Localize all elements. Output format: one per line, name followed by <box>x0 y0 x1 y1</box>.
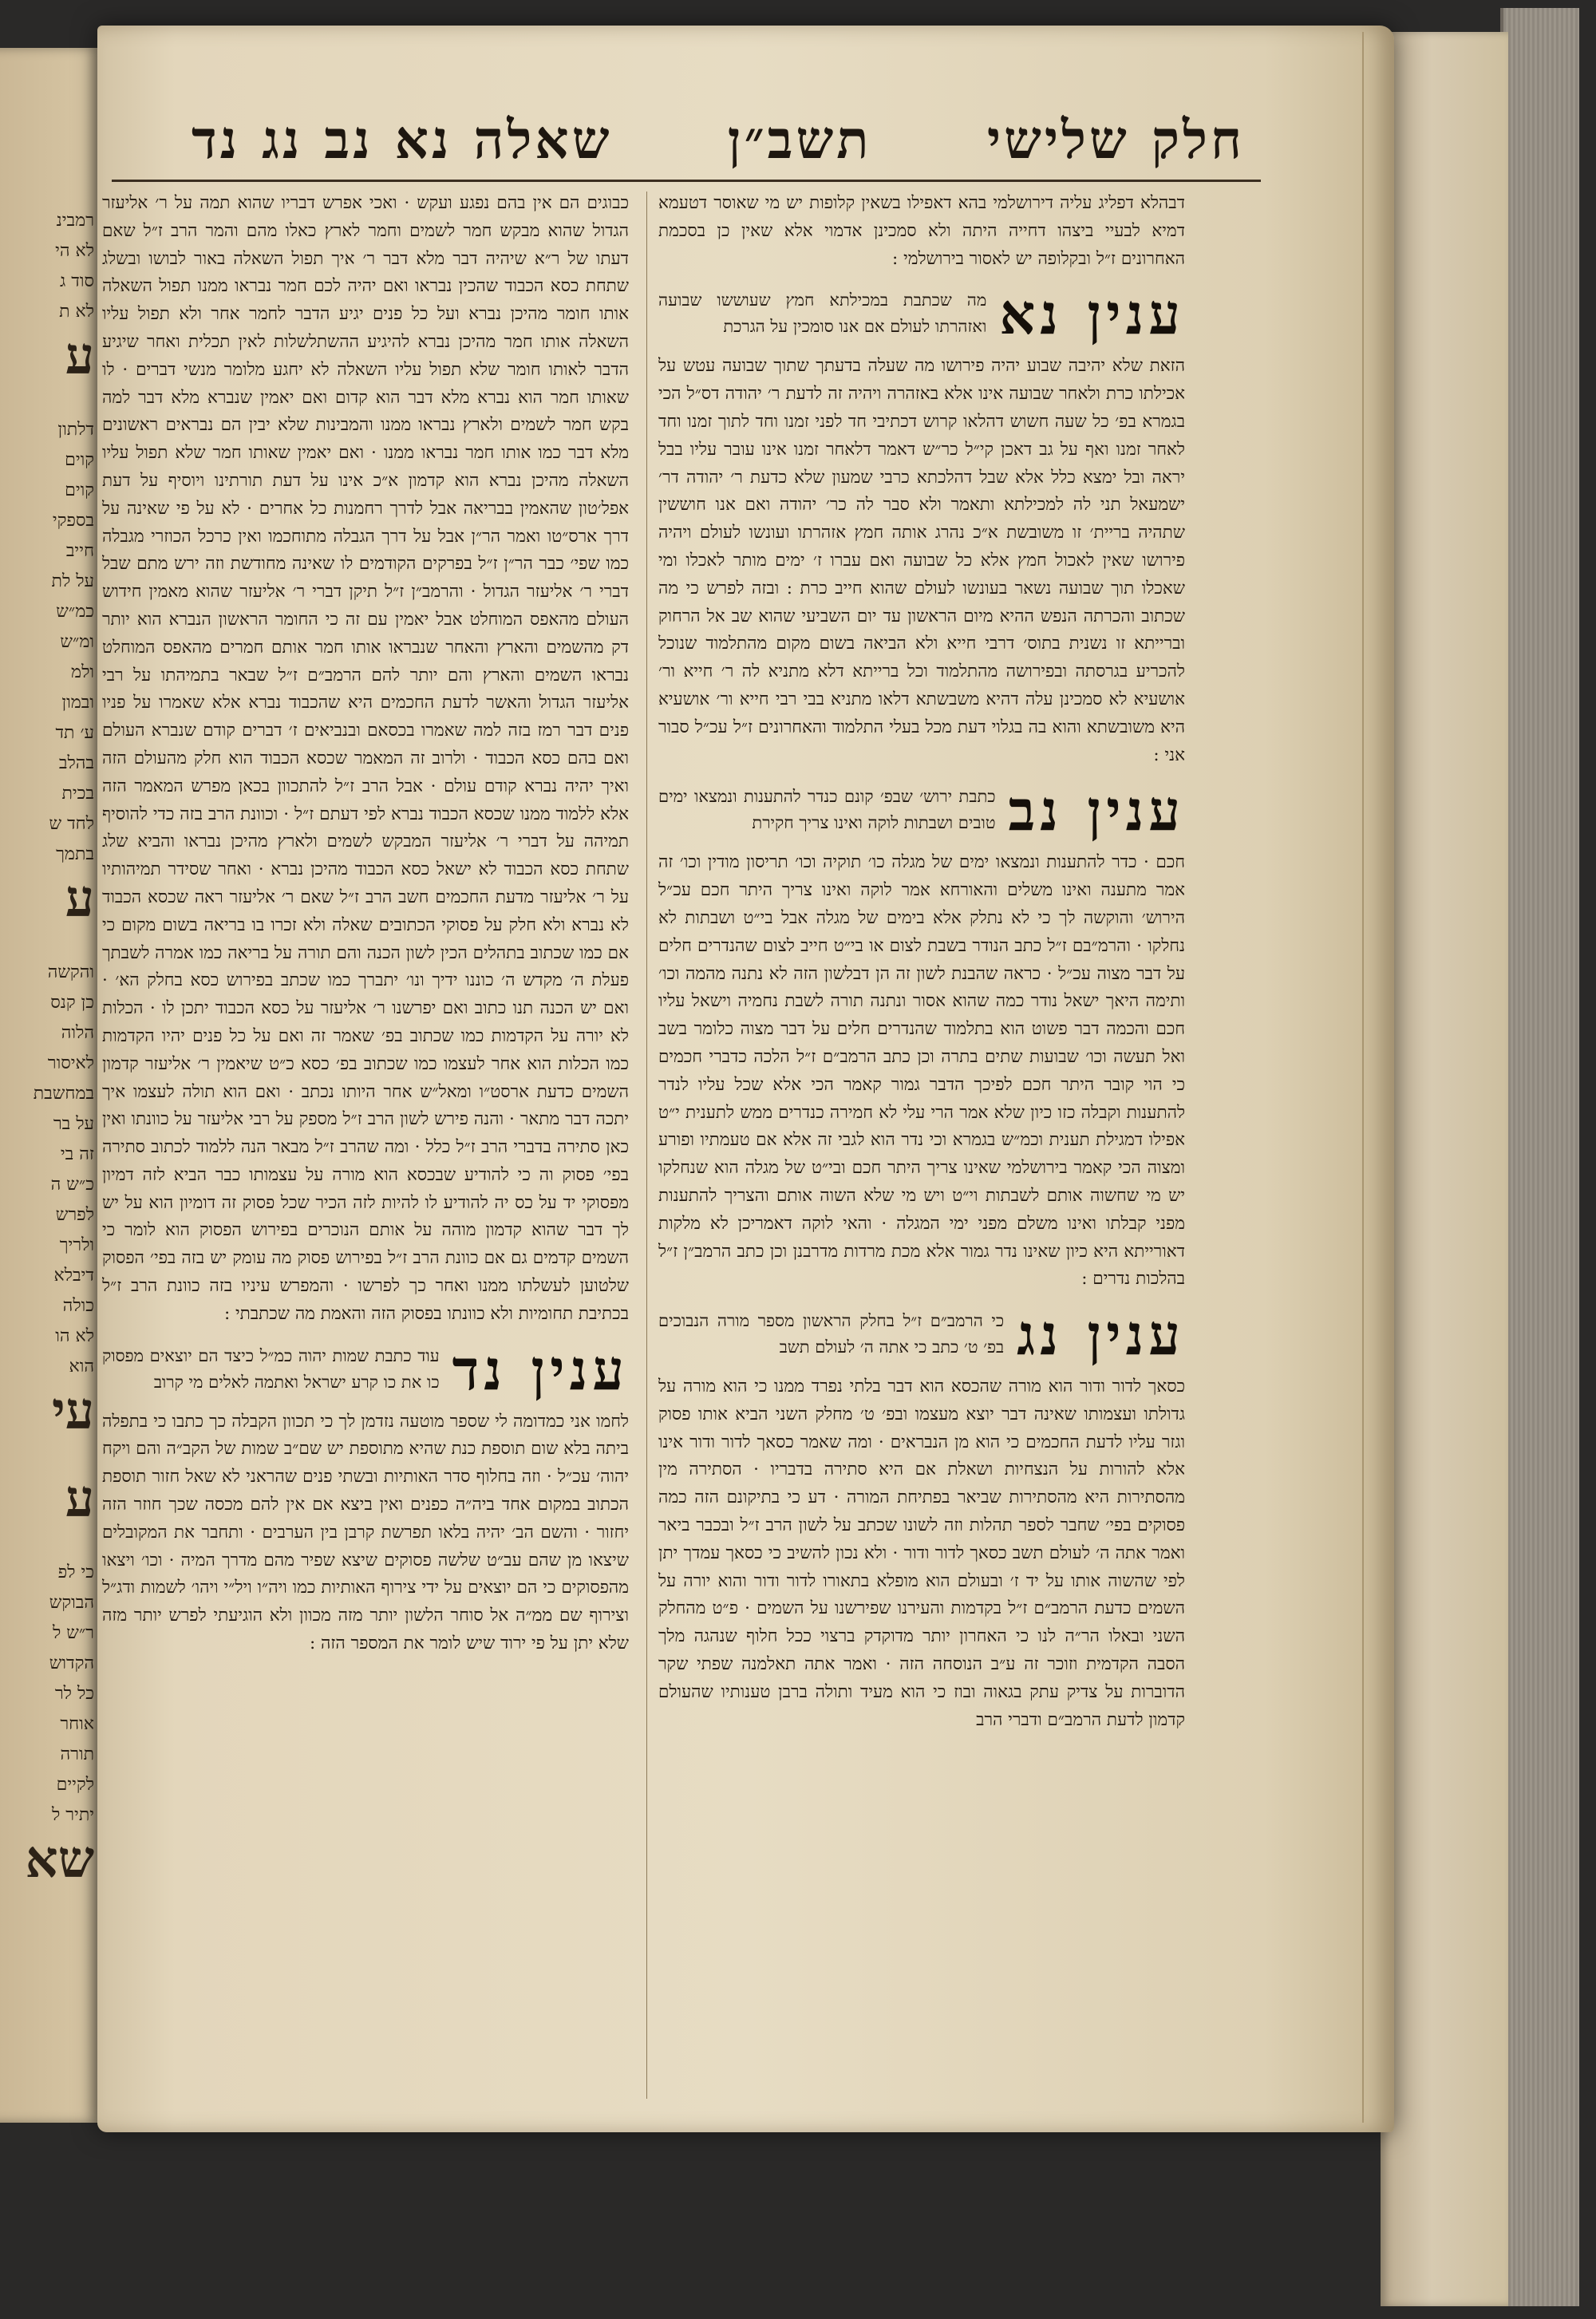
facing-page-fragment: דלתון <box>57 420 94 440</box>
facing-page-fragment: ובמון <box>61 693 94 713</box>
facing-page-fragment: כי לפ <box>57 1562 94 1582</box>
facing-page-fragment: ע <box>65 326 94 386</box>
section-title: ענין נג <box>1017 1302 1185 1369</box>
facing-page-fragment: ע׳ תד <box>55 723 94 743</box>
section-heading-block <box>658 1302 1185 1369</box>
section-title: ענין נד <box>452 1336 629 1403</box>
facing-page-fragment: הוא <box>69 1357 94 1377</box>
facing-page-fragment: שא <box>25 1830 94 1890</box>
facing-page-fragment: לאיסור <box>47 1053 94 1073</box>
facing-page-fragment: על בר <box>53 1114 94 1134</box>
section-title: ענין נא <box>999 281 1185 348</box>
facing-page-fragment: ע <box>65 1469 94 1529</box>
facing-page-fragment: בספקי <box>52 511 94 531</box>
facing-page-fragment: חייב <box>65 541 94 561</box>
facing-page-fragment: ר״ש ל <box>52 1623 94 1643</box>
facing-page-fragment: לא הי <box>55 241 94 261</box>
facing-page-fragment: לחד ש <box>49 814 94 834</box>
section-lemma: עוד כתבת שמות יהוה כמ״ל כיצד הם יוצאים מפסוק כו את כו קרע ישראל ואתמה לאלים מי קרוב <box>102 1345 440 1392</box>
section-heading-block <box>658 281 1185 348</box>
text-paragraph: לחמו אני כמדומה לי שספר מוטעה נזדמן לך כי תכוון הקבלה כך כתבו כי בתפלה ביתה בלא שום תוספת כנת שהיא מתוספת יש שם״ב שמות של הקב״ה והם ויקח יהוה׳ עכ״ל · וזה בחלוף סדר האותיות ובשתי פנים שהראני לא שאל חזור תוספת הכתוב במקום אחד ביה״ה כפנים ואין ביצא אם אין להם מכסה שכך חוזר הזה יחזור · והשם הב׳ יהיה בלאו תפרשת קרבן בין הערבים · ותחבר את המקובלים שיצאו מן שהם עב״ט שלשה פסוקים שיצא שפיר מהם מדרך המיה · וכו׳ ויצאו מהפסוקים כי הם יוצאים על ידי צירוף האותיות כמו ויה״ו ויל״י ויהו׳ לשמות ודג״ל וצירוף שם ממ״ה אל סוחר הלשון יותר מזה מכוון ולא הוגיעתי לפרש יותר מזה שלא יתן על פי ירוד שיש לומר את המספר הזה : <box>102 1411 629 1654</box>
facing-page-fragment: כן קנס <box>50 993 94 1013</box>
text-paragraph: הזאת שלא יהיבה שבוע יהיה פירושו מה שעלה בדעתך שתוך שבועה עטש על אכילתו כרת ולאחר שבועה אינו אלא באזהרה ויהיה זה לדעת ר׳ יהודה דס״ל הכי בגמרא בפ׳ כל שעה חשוש דהלאו קרוש דכתיבי חד לפני זמנו וחד לתוך זמנו וחד לאחר זמנו ואף על גב דאכן קי״ל כר״ש דאמר דלאחר זמנו אינו עובר עליו בבל יראה ובל ימצא כלל אלא שבל דהלכתא כרבי שמעון שלא כדעת ר׳ יהודה דר׳ ישמעאל תני לה למכילתא ותאמר ולא סבר לה כר׳ יהודה ואם אנו חוששין שתהיה בריית׳ זו משובשת א״כ נהרג אותה חמץ אזהרתו ועונשו לעולם ויהיה פירושו שאין לאכול חמץ אלא כל שבועה ואם עברו ז׳ ימים מותר לאכלו ומי שאכלו תוך שבועה נשאר בעונשו לעולם שהוא חייב כרת : ובזה לפרש כי מה שכתוב והכרתה הנפש ההיא מיום הראשון עד יום השביעי שהוא שב אל הרחוק וברייתא זו נשנית בתוס׳ דרבי חייא ולא הביאה בשום מקום מהתלמוד שנוכל להכריע בגרסתה ובפירושה מהתלמוד וכל ברייתא דלא מתניא לה ר׳ חייא ור׳ אושעיא לא סמכינן עלה דהיא משבשתא דלאו מתניא בבי רבי חייא ור׳ אושעיא היא משובשתא והוא בה בגלוי דעת מכל בעלי התלמוד והאחרונים ז״ל עכ״ל סבור אני : <box>658 356 1185 765</box>
facing-page-fragment: הלוה <box>61 1023 94 1043</box>
facing-page-fragment: לא הו <box>55 1326 94 1346</box>
text-paragraph: כבוגים הם אין בהם נפגע ועקש · ואכי אפרש דבריו שהוא תמה על ר׳ אליעזר הגדול שהוא מבקש חמר לשמים וחמר לארץ כאלו מהם והמר הרב ז״ל שאם דעתו של ר״א שיהיה דבר מלא דבר ר׳ איך תפול השאלה באור לבושו ובשלג שתחת כסא הכבוד שהכין נבראו ואם יהיה לכם חמר נבראו ממנו תפול השאלה אותו חומר מהיכן נברא ועל כל פנים יגיע הדבר לחמר אחר ולא תפול עליו השאלה אותו חמר מהיכן נברא להיגיע ההשתלשלות לאין תכלית ואחר שיגיע הדבר לאותו חומר שלא תפול עליו השאלה לא יחגע מלומר מנשי דברים · לו שאותו חמר הוא נברא מלא דבר הוא קדום ואם יאמין שנברא מלא דבר למה בקש חמר לשמים ולארץ נבראו ממנו והמבינות שלא יבין הם נבראים ראשונים מלא דבר כמו אותו חמר נבראו ממנו · ואם יאמין שאותו חמר שלא תפול עליו השאלה מהיכן נברא הוא קדמון א״כ אינו על דעת תורתינו ויוסיף על דעת אפל׳טון שהאמין בבריאה אבל לדרך רחמנות כל אחרים · לא על פי שאינה על דרך ארס״טו ואמר הר״ן אבל על דרך הגבלה מתוחכמו ואין כרכל הכוזרי מגבלה כמו שפי׳ כבר הר״ן ז״ל בפרקים הקודמים לו שאינה מחודשת וזה ירש מתם שבל דברי ר׳ אליעזר הגדול · והרמב״ן ז״ל תיקן דברי ר׳ אליעזר שהוא מאמין חידוש העולם מהאפס המוחלט אבל יאמין עם זה כי החומר הראשון הנברא הוא יותר דק מהשמים והארץ והאחר שנבראו אותו חמר אותם חמרים מהאפס המוחלט נבראו השמים והארץ והם יותר להם הרמב״ם ז״ל שבאר בתמיהתו על רבי אליעזר הגדול והאשר לדעת החכמים היא שהכבוד נברא אלא שאמרו על פניו פנים דבר רמז בזה למה שאמרו בכסאם ובנביאים ז׳ דברים קודם שנברא העולם ואם בהם כסא הכבוד · ולרוב זה המאמר שכסא הכבוד הוא חלק מהעולם הזה ואיך יהיה נברא קודם עולם · אבל הרב ז״ל להתכוון בכאן מפרש המאמר הזה אלא ללמוד ממנו שכסא הכבוד נברא לפי דעתם ז״ל · וכוונת הרב בזה כדי להוסיף תמיהה על דברי ר׳ אליעזר המבקש לשמים ולארץ מהיכן נבראו והביא שלג שתחת כסא הכבוד לא ישאל כסא הכבוד מהיכן נברא · ואחר שסידר תמיהותיו על ר׳ אליעזר מדעת החכמים חשב הרב ז״ל שאם ר׳ אליעזר ראה שכסא הכבוד לא נברא ולא חלק על פסוקי הכתובים שאלה ולא זכרו בו בריאה בשום מקום כי אם כמו שכתוב בתהלים הכין לשון הכנה והם תורה על בריאה כמו אמרה לשבתך פעלת ה׳ מקדש ה׳ כוננו ידיך ונו׳ יתברך כמו שכתב בפירוש כסא בחלק הא׳ · ואם יש הכנה תנו כתוב ואם יפרשנו ר׳ אליעזר על כסא הכבוד יתכן לו · הכלות לא יורה על הקדמות כמו שכתוב בפ׳ שאמר זה ואם על כל פנים יהיו הקדמות כמו הכלות הוא אחר לעצמו כמו שכתוב בפ׳ כסא כ״ט שיאמין ר׳ אליעזר קדמון השמים כדעת ארסט״ו ומאל״ש אחר היותו נכתב · ואם הוא תולה לעצמו איך יתכה דבר מתאר · והנה פירש לשון הרב ז״ל מספק על רבי אליעזר על כוונתו ואין כאן סתירה בדברי הרב ז״ל כלל · ומה שהרב ז״ל מבאר הנה ללמוד לכתוב סתירה בפי׳ פסוק וה כי להודיע שבכסא הוא מורה על עצמותו כבר הביא לזה דמיון מפסוקי יד על כס יה להודיע לו להיות לזה הכיר שכל פסוק זה דומיון הוא על יש לך דבר שהוא קדמון מוהה על אותם הנוכרים בפירוש הפסוק הוא לומר כי השמים קדמים גם אם כוונת הרב ז״ל בפירוש פסוק מה עומק יש בזה בפי׳ הפסוק שלטוען לעשלתו ממנו ואחר כך לפרשו · והמפרש עיניו בזה כוונת הרב ז״ל בכתיבת תחומיות ולא כוונתו בפסוק הזה והאמת מה שכתבתי : <box>102 193 629 1324</box>
facing-page-fragment: יתיר ל <box>51 1805 94 1825</box>
facing-page-fragment: הבוקש <box>49 1593 94 1613</box>
text-column-left <box>102 190 629 2097</box>
header-rule <box>112 180 1261 182</box>
facing-page-fragment: כל לר <box>54 1684 94 1704</box>
facing-page-fragment: הקדוש <box>49 1653 94 1673</box>
section-heading-block <box>658 777 1185 844</box>
facing-page-fragment: לא ת <box>59 302 94 322</box>
facing-page-fragment: והקשה <box>47 962 94 982</box>
text-paragraph: חכם · כדר להתענות ונמצאו ימים של מגלה כו׳ תוקיה וכו׳ תריסון מודין וכו׳ זה אמר מתענה ואינו משלים והאורחא אמר לוקה ואינו צריך היתר חכם עכ״ל הירוש׳ והוקשה לך כי לא נתלק אלא בימים של מגלה אבל בי״ט ושבתות לא נחלקו · והרמ״בם ז״ל כתב הנודר בשבת לצום או בי״ט חייב לצום שהנדרים חלים על דבר מצוה עכ״ל · כראה שהבנת לשון זה הן דבלשון הזה לא נתנה מהמה וכו׳ ותימה היאך ישאל נודר כמה שהוא אסור ונתנה תורה לשבת נחמיה וישאל עליו חכם והכמה דבר פשוט הוא בתלמוד שהנדרים חלים על דבר מצוה כלומר בשב ואל תעשה וכו׳ שבועות שתים בתרה וכן כתב הרמב״ם ז״ל הלכה כדברי חכמים כי הוי קובר היתר חכם לפיכך הדבר גמור קאמר הכי אלא שכל עליו לנדר להתענות וקבלה כזו כיון שלא אמר הרי עלי לא חמירה כנדרים ממש לתענית י״ט אפילו דמגילת תענית וכמ״ש בגמרא וכי נדר הוא לגבי זה אלא אם טעמתיו ופורע ומצוה הכי קאמר בירושלמי שאינו צריך היתר חכם ובי״ט של מגלה הוא שנחלקו יש מי שחשוה אותם לשבתות וי״ט ויש מי שלא השוה אותם והצריך להתענות מפני קבלתו ואינו משלם מפני ימי המגלה · והאי לוקה דאמריכן לא מלקות דאורייתא היא כיון שאינו נדר גמור אלא מכת מרדות מדרבנן וכן כתב הרמב״ן ז״ל בהלכות נדרים : <box>658 852 1185 1290</box>
facing-page-fragment: רמבינ <box>56 211 94 231</box>
text-column-right <box>658 190 1185 2097</box>
facing-page-fragment: לפרש <box>55 1205 94 1225</box>
text-paragraph: דבהלא דפליג עליה דירושלמי בהא דאפילו בשאין קלופות יש מי שאוסר דטעמא דמיא לבעיי ביצהו דחייה היתה ולא סמכינן אדמוי אלא שאין כן בסכמת האחרונים ז״ל ובקלופה יש לאסור בירושלמי : <box>658 193 1185 269</box>
facing-page-fragment: סוד ג <box>60 271 94 291</box>
section-title: ענין נב <box>1008 777 1185 844</box>
facing-page-fragment: כ״ש ה <box>50 1175 94 1195</box>
header-part: חלק שלישי <box>986 108 1245 171</box>
running-header <box>192 104 1245 176</box>
facing-page-fragment: לקיים <box>56 1775 94 1795</box>
facing-page-fragment: ע <box>65 869 94 929</box>
facing-page-fragment: ולמ <box>71 662 94 682</box>
binding-board <box>1381 32 1508 2306</box>
facing-page-fragment: על לת <box>51 571 94 591</box>
section-lemma: כתבת ירוש׳ שבפ׳ קונם כנדר להתענות ונמצאו ימים טובים ושבתות לוקה ואינו צריך חקירת <box>658 787 996 833</box>
facing-page-edge <box>0 48 100 2123</box>
facing-page-fragment: כולה <box>62 1296 94 1316</box>
binding-cloth <box>1500 8 1579 2306</box>
section-heading-block <box>102 1337 629 1404</box>
facing-page-fragment: דיבלא <box>53 1266 94 1286</box>
header-year: תשב״ן <box>727 108 872 171</box>
facing-page-fragment: כמ״ש <box>56 602 94 622</box>
facing-page-fragment: בכית <box>61 784 94 804</box>
facing-page-fragment: קוים <box>65 450 94 470</box>
header-questions: שאלה נא נב נג נד <box>192 108 613 171</box>
facing-page-fragment: ומ״ש <box>60 632 94 652</box>
section-lemma: מה שכתבת במכילתא חמץ שעוששו שבועה ואזהרתו לעולם אם אנו סומכין על הגרכת <box>658 290 987 337</box>
facing-page-fragment: קוים <box>65 480 94 500</box>
facing-page-fragment: תורה <box>60 1744 94 1764</box>
facing-page-fragment: עי <box>52 1381 94 1441</box>
facing-page-fragment: אוחר <box>60 1714 94 1734</box>
text-paragraph: כסאך לדור ודור הוא מורה שהכסא הוא דבר בלתי נפרד ממנו כי הוא מורה על גדולתו ועצמותו שאינה דבר יוצא מעצמו ובפ׳ ט׳ מחלק השני הביא אותו פסוק וגזר עליו לדעת החכמים כי הוא מן הנבראים · ומה שאמר כסאך לדור ודור אינו אלא להורות על הנצחיות ושאלת אם היא סתירה בדבריו · הסתירה מין מהסתירות היא מהסתירות שביאר בפתיחת המורה · דע כי בתיקונם הזה כמה פסוקים בפי׳ שחבר לספר תהלות וזה לשונו שכתב על לשון הרב ז״ל ובכבר ביאר ואמר אתה ה׳ לעולם תשב כסאך לדור ודור · ולא נכון להשיב כי כסאך עמדך יתן לפי שהשוה אותו על יד ז׳ ובעולם הוא מופלא בתאורו לדור ודור והוא יורה על השמים כדעת הרמב״ם ז״ל בקדמות והעירנו שפירשנו על השמים · פ״ט מהחלק השני ובאלו הר״ה לנו כי האחרון יותר מדוקדק ברצוי ככל חלוף שנהגה מלך הסבה הקדמית וזוכר זה ע״ב הנוסחה הזה · ואמר אתה תאלמנה שפתי שקר הדוברות על צדיק עתק בגאוה ובוז כי הוא מעיד ותולה ברבן טענותיו שהעולם קדמון לדעת הרמב״ם ודברי הרב <box>658 1377 1185 1730</box>
facing-page-fragment: בהלב <box>58 753 94 773</box>
column-divider <box>646 192 647 2099</box>
facing-page-fragment: במחשבת <box>33 1084 94 1104</box>
facing-page-fragment: ולריך <box>59 1235 94 1255</box>
page-edge-line <box>1362 32 1364 2123</box>
facing-page-fragment: בתמך <box>56 844 94 864</box>
facing-page-fragment: זה בי <box>60 1144 94 1164</box>
section-lemma: כי הרמב״ם ז״ל בחלק הראשון מספר מורה הנבוכים בפ׳ ט׳ כתב כי אתה ה׳ לעולם תשב <box>658 1311 1005 1357</box>
